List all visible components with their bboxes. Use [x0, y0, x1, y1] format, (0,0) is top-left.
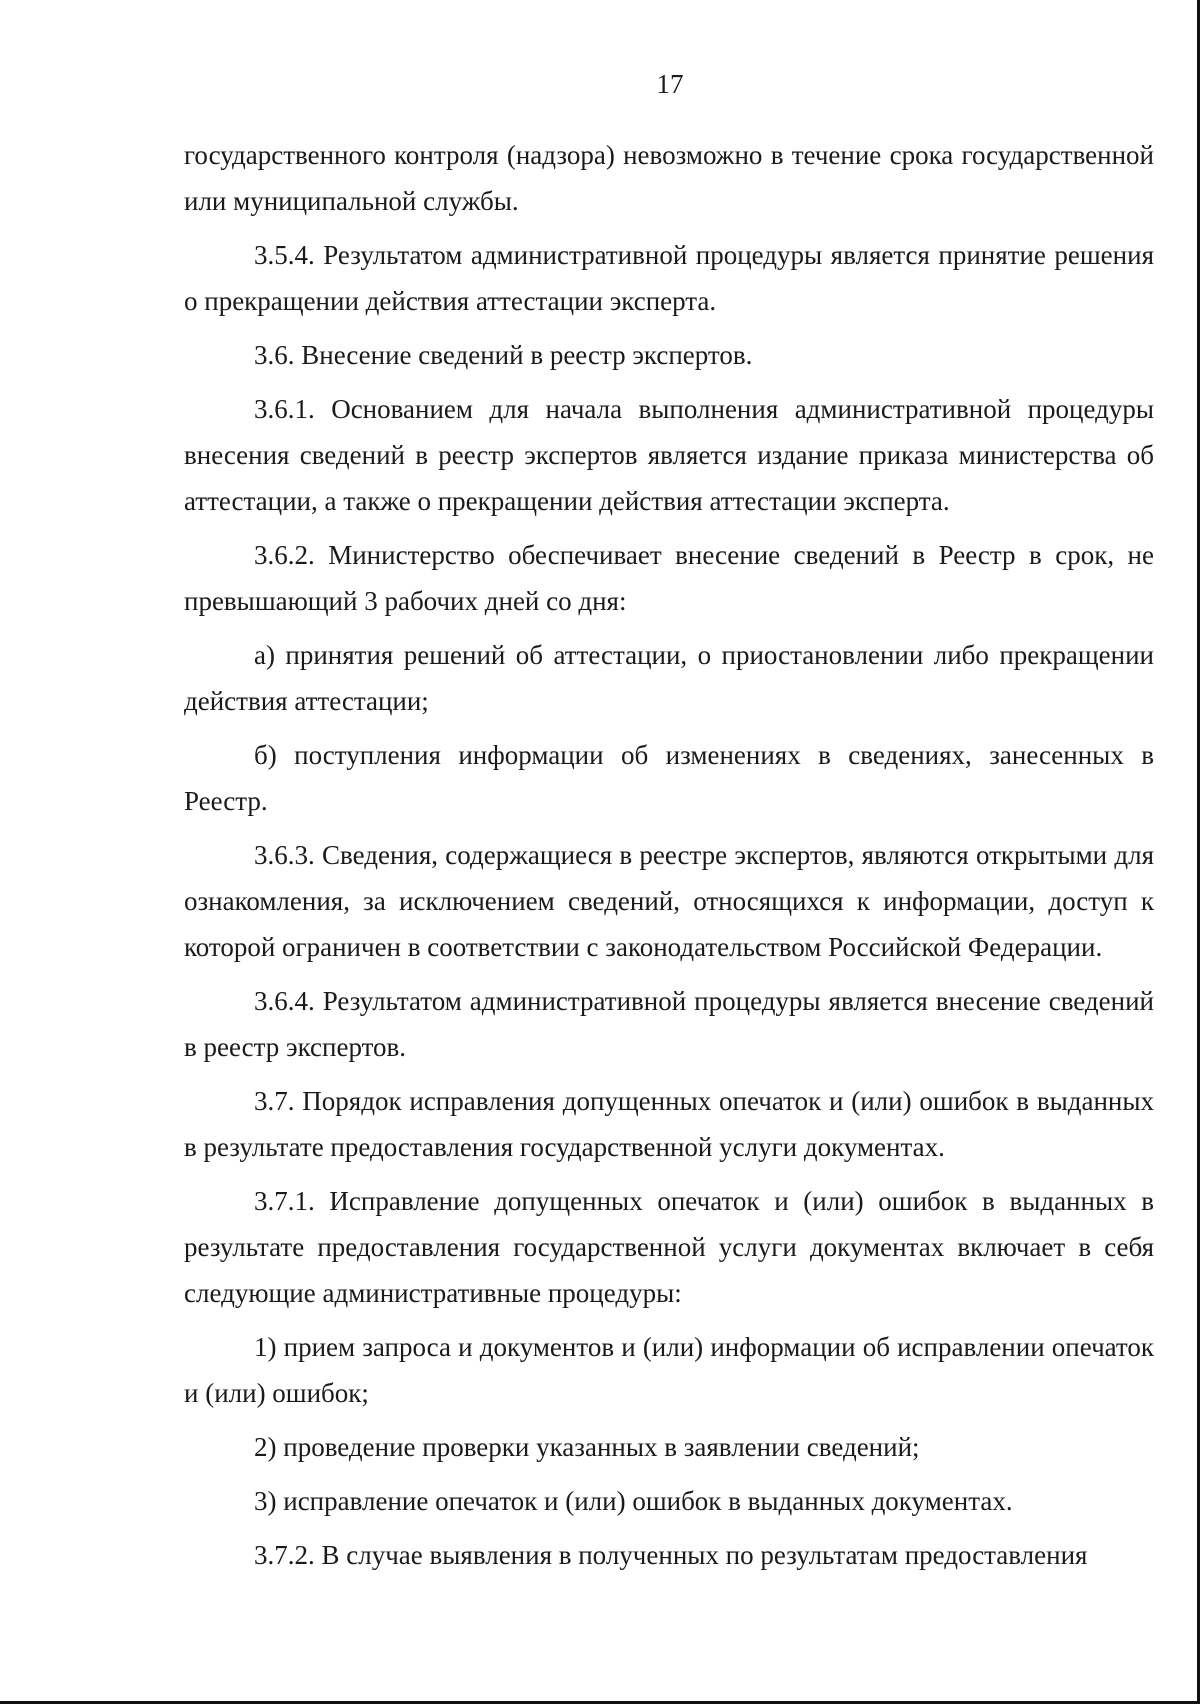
- paragraph: 3.6.3. Сведения, содержащиеся в реестре экспертов, являются открытыми для ознакомления, за исключением сведений, относящихся к информации, доступ к которой ограничен в соответствии с законодательством Российской Федерации.: [184, 840, 1154, 962]
- list-item: 2) проведение проверки указанных в заявлении сведений;: [254, 1432, 920, 1462]
- paragraph: государственного контроля (надзора) невозможно в течение срока государственной или муниципальной службы.: [184, 140, 1154, 216]
- paragraph: 3.6.1. Основанием для начала выполнения административной процедуры внесения сведений в реестр экспертов является издание приказа министерства об аттестации, а также о прекращении действия аттестации эксперта.: [184, 394, 1154, 516]
- list-item: а) принятия решений об аттестации, о приостановлении либо прекращении действия аттестации;: [184, 640, 1154, 716]
- document-body: [184, 132, 1154, 1586]
- list-item: б) поступления информации об изменениях в сведениях, занесенных в Реестр.: [184, 740, 1154, 816]
- list-item: 1) прием запроса и документов и (или) информации об исправлении опечаток и (или) ошибок;: [184, 1332, 1154, 1408]
- paragraph: 3.5.4. Результатом административной процедуры является принятие решения о прекращении действия аттестации эксперта.: [184, 240, 1154, 316]
- paragraph: 3.6.4. Результатом административной процедуры является внесение сведений в реестр экспертов.: [184, 986, 1154, 1062]
- section-heading: 3.6. Внесение сведений в реестр экспертов.: [254, 340, 753, 370]
- list-item: 3) исправление опечаток и (или) ошибок в выданных документах.: [254, 1486, 1013, 1516]
- paragraph: 3.7.1. Исправление допущенных опечаток и (или) ошибок в выданных в результате предоставления государственной услуги документах включает в себя следующие административные процедуры:: [184, 1186, 1154, 1308]
- section-heading: 3.7. Порядок исправления допущенных опечаток и (или) ошибок в выданных в результате предоставления государственной услуги документах.: [184, 1086, 1154, 1162]
- page-number: 17: [656, 69, 684, 99]
- paragraph: 3.7.2. В случае выявления в полученных по результатам предоставления: [254, 1540, 1088, 1570]
- paragraph: 3.6.2. Министерство обеспечивает внесение сведений в Реестр в срок, не превышающий 3 рабочих дней со дня:: [184, 540, 1154, 616]
